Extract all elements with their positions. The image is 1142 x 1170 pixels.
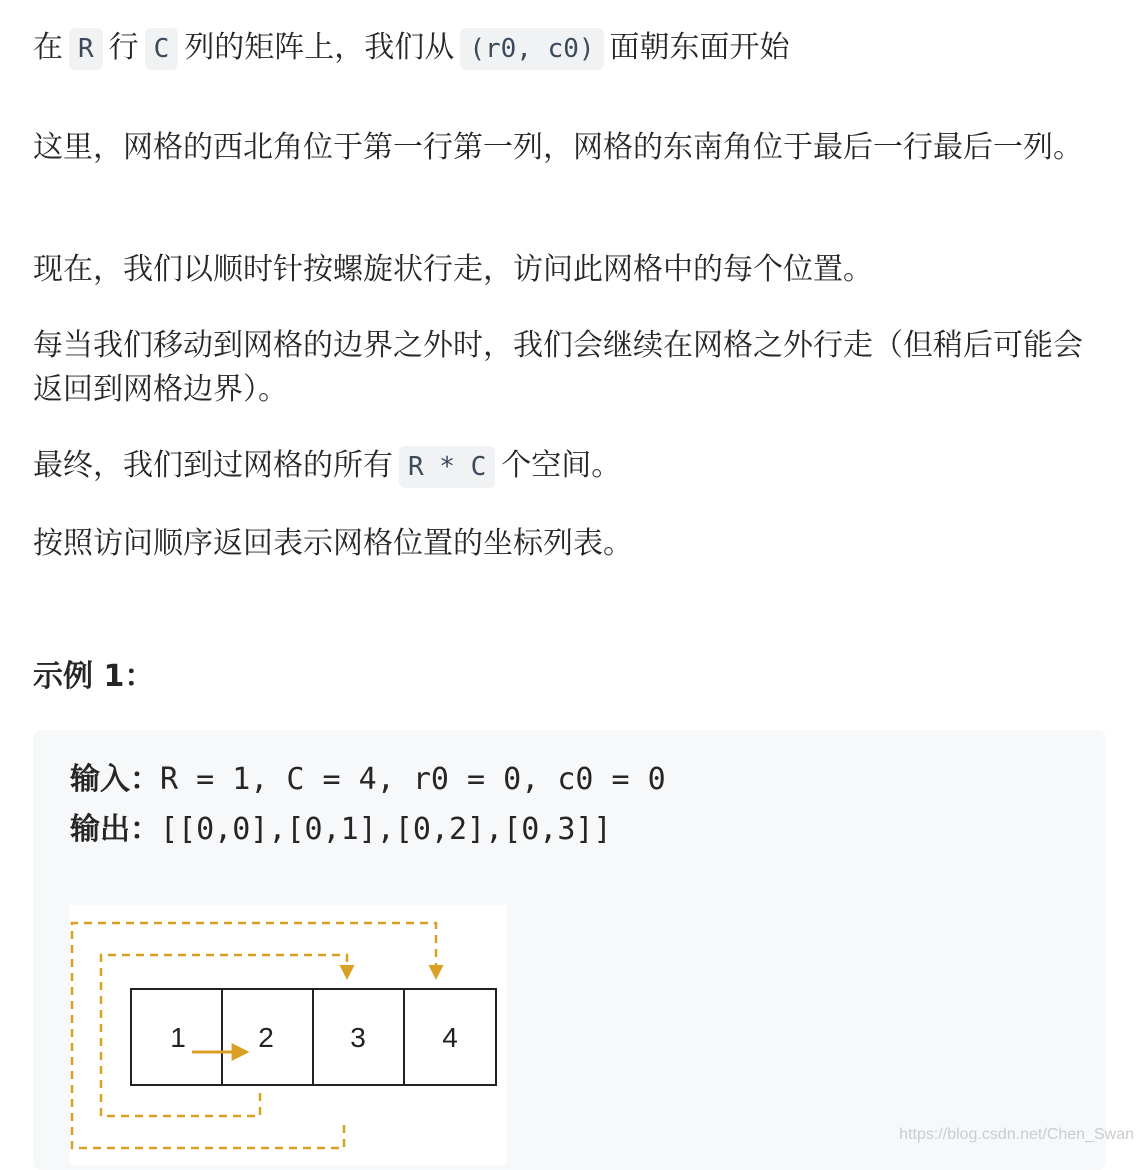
text: 列的矩阵上，我们从 xyxy=(184,30,455,65)
inline-code-start: (r0, c0) xyxy=(460,28,603,70)
text: 在 xyxy=(33,30,63,65)
example-title: 示例 1： xyxy=(33,659,155,694)
output-value: [[0,0],[0,1],[0,2],[0,3]] xyxy=(160,812,612,847)
text: 个空间。 xyxy=(501,448,622,483)
paragraph-return-list: 按照访问顺序返回表示网格位置的坐标列表。 xyxy=(33,526,633,561)
example-input-line xyxy=(70,758,666,802)
inline-code-C: C xyxy=(145,28,179,70)
text: 最终，我们到过网格的所有 xyxy=(33,448,393,483)
inline-code-R: R xyxy=(69,28,103,70)
inline-code-RxC: R * C xyxy=(399,446,495,488)
paragraph-matrix-intro xyxy=(33,26,790,70)
text: 面朝东面开始 xyxy=(609,30,790,65)
paragraph-spiral-walk: 现在，我们以顺时针按螺旋状行走，访问此网格中的每个位置。 xyxy=(33,252,873,287)
cell-label-1: 1 xyxy=(170,1022,186,1053)
paragraph-visit-all xyxy=(33,444,621,488)
paragraph-outside-boundary: 每当我们移动到网格的边界之外时，我们会继续在网格之外行走（但稍后可能会返回到网格边界）。 xyxy=(33,328,1083,407)
spiral-diagram-svg xyxy=(70,905,506,1165)
example-output-line xyxy=(70,808,612,852)
example-block xyxy=(33,730,1106,1170)
cell-label-4: 4 xyxy=(442,1022,458,1053)
cell-label-3: 3 xyxy=(350,1022,366,1053)
text: 行 xyxy=(108,30,139,65)
cell-label-2: 2 xyxy=(258,1022,274,1053)
paragraph-grid-corners: 这里，网格的西北角位于第一行第一列，网格的东南角位于最后一行最后一列。 xyxy=(33,130,1083,165)
spiral-diagram xyxy=(70,905,506,1165)
input-label: 输入： xyxy=(70,762,160,797)
watermark: https://blog.csdn.net/Chen_Swan xyxy=(899,1126,1134,1143)
input-value: R = 1, C = 4, r0 = 0, c0 = 0 xyxy=(160,762,666,797)
output-label: 输出： xyxy=(70,812,160,847)
